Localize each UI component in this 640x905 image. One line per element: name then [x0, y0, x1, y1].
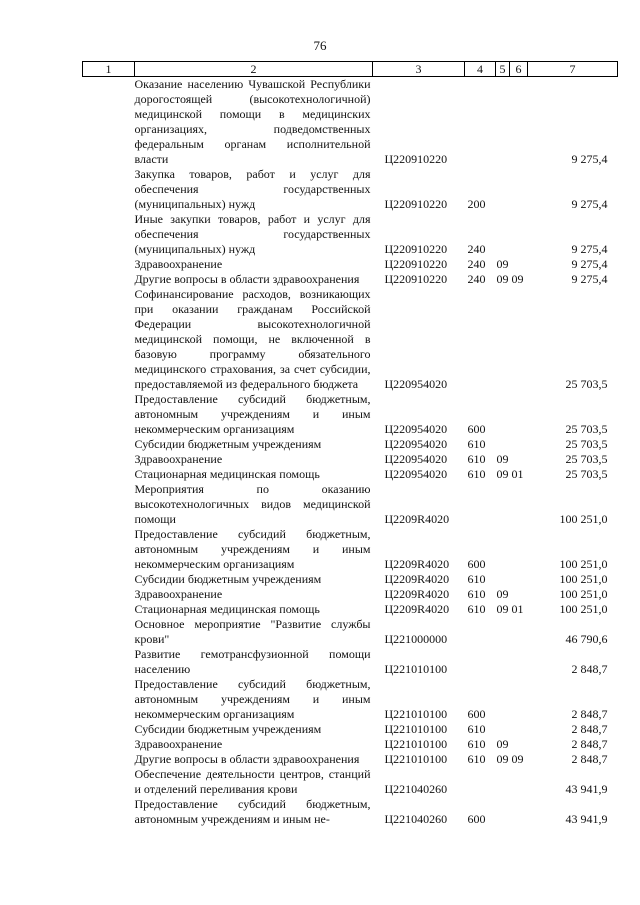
- row-subsection: 01: [511, 467, 524, 481]
- table-row: [83, 737, 618, 752]
- table-row: [83, 722, 618, 737]
- table-row: [83, 572, 618, 587]
- row-name: Здравоохранение: [134, 257, 223, 271]
- row-name: Предоставление субсидий бюджетным, автономным учреждениям и иным некоммерческим организациям: [134, 677, 371, 721]
- row-section: [496, 572, 510, 587]
- row-blank: [83, 527, 135, 572]
- row-subsection: [510, 572, 528, 587]
- row-section: [496, 797, 510, 827]
- table-row: [83, 287, 618, 392]
- row-subsection: [510, 737, 528, 752]
- row-subsection: [510, 392, 528, 437]
- row-target-article: Ц221010100: [384, 707, 448, 721]
- table-row: [83, 752, 618, 767]
- row-expense-type: 610: [467, 437, 486, 451]
- row-expense-type: 610: [467, 467, 486, 481]
- row-section: 09: [496, 737, 509, 751]
- table-row: [83, 677, 618, 722]
- table-row: [83, 212, 618, 257]
- header-col-1: 1: [83, 62, 135, 77]
- row-blank: [83, 482, 135, 527]
- row-name: Субсидии бюджетным учреждениям: [134, 722, 322, 736]
- row-amount: 25 703,5: [565, 377, 608, 391]
- row-expense-type: 240: [467, 272, 486, 286]
- row-target-article: Ц221040260: [384, 782, 448, 796]
- row-amount: 2 848,7: [571, 707, 608, 721]
- page-number: 76: [313, 38, 327, 53]
- row-target-article: Ц220954020: [384, 422, 448, 436]
- row-target-article: Ц2209R4020: [384, 572, 450, 586]
- row-target-article: Ц2209R4020: [384, 557, 450, 571]
- row-blank: [83, 617, 135, 647]
- header-col-4: 4: [465, 62, 496, 77]
- row-blank: [83, 722, 135, 737]
- header-col-7: 7: [528, 62, 618, 77]
- row-amount: 43 941,9: [565, 812, 608, 826]
- row-subsection: [510, 587, 528, 602]
- row-blank: [83, 212, 135, 257]
- table-row: [83, 467, 618, 482]
- table-header: [83, 62, 618, 77]
- row-section: 09: [496, 257, 509, 271]
- row-blank: [83, 737, 135, 752]
- row-subsection: [510, 797, 528, 827]
- row-expense-type: 200: [467, 197, 486, 211]
- row-subsection: [510, 647, 528, 677]
- row-subsection: [510, 722, 528, 737]
- row-subsection: 01: [511, 602, 524, 616]
- row-name: Развитие гемотрансфузионной помощи населению: [134, 647, 371, 676]
- row-subsection: 09: [511, 272, 524, 286]
- row-subsection: [510, 167, 528, 212]
- row-amount: 25 703,5: [565, 437, 608, 451]
- row-blank: [83, 572, 135, 587]
- row-name: Оказание населению Чувашской Республики дорогостоящей (высокотехнологичной) медицинской помощи в медицинских организациях, подведомственных федеральным органам исполнительной власти: [134, 77, 371, 166]
- row-amount: 100 251,0: [559, 557, 608, 571]
- row-section: [496, 167, 510, 212]
- row-target-article: Ц220910220: [384, 257, 448, 271]
- row-name: Субсидии бюджетным учреждениям: [134, 572, 322, 586]
- row-subsection: [510, 767, 528, 797]
- table-row: [83, 587, 618, 602]
- row-amount: 2 848,7: [571, 722, 608, 736]
- row-section: [496, 527, 510, 572]
- row-expense-type: [465, 482, 496, 527]
- row-target-article: Ц2209R4020: [384, 512, 450, 526]
- row-amount: 2 848,7: [571, 752, 608, 766]
- row-expense-type: [465, 647, 496, 677]
- row-name: Обеспечение деятельности центров, станций и отделений переливания крови: [134, 767, 371, 796]
- row-target-article: Ц220954020: [384, 467, 448, 481]
- row-subsection: [510, 527, 528, 572]
- row-section: 09: [496, 452, 509, 466]
- row-expense-type: 240: [467, 242, 486, 256]
- row-blank: [83, 77, 135, 168]
- table-row: [83, 647, 618, 677]
- row-blank: [83, 602, 135, 617]
- row-target-article: Ц221010100: [384, 662, 448, 676]
- row-subsection: [510, 287, 528, 392]
- row-amount: 2 848,7: [571, 662, 608, 676]
- table-row: [83, 77, 618, 168]
- row-section: [496, 617, 510, 647]
- row-amount: 25 703,5: [565, 452, 608, 466]
- row-blank: [83, 467, 135, 482]
- row-expense-type: 600: [467, 812, 486, 826]
- table-body: [83, 77, 618, 828]
- row-section: 09: [496, 272, 509, 286]
- table-row: [83, 437, 618, 452]
- row-blank: [83, 767, 135, 797]
- row-expense-type: 600: [467, 707, 486, 721]
- table-row: [83, 797, 618, 827]
- row-blank: [83, 167, 135, 212]
- header-col-6: 6: [510, 62, 528, 77]
- row-expense-type: 610: [467, 737, 486, 751]
- row-blank: [83, 392, 135, 437]
- row-amount: 9 275,4: [571, 197, 608, 211]
- row-name: Мероприятия по оказанию высокотехнологичных видов медицинской помощи: [134, 482, 371, 526]
- row-amount: 100 251,0: [559, 572, 608, 586]
- header-row: [83, 62, 618, 77]
- row-target-article: Ц2209R4020: [384, 587, 450, 601]
- row-subsection: [510, 677, 528, 722]
- row-amount: 2 848,7: [571, 737, 608, 751]
- row-target-article: Ц220910220: [384, 242, 448, 256]
- table-row: [83, 257, 618, 272]
- table-row: [83, 602, 618, 617]
- row-expense-type: [465, 617, 496, 647]
- row-name: Другие вопросы в области здравоохранения: [134, 272, 360, 286]
- row-expense-type: 610: [467, 452, 486, 466]
- table-row: [83, 527, 618, 572]
- row-name: Здравоохранение: [134, 587, 223, 601]
- header-col-5: 5: [496, 62, 510, 77]
- row-name: Стационарная медицинская помощь: [134, 467, 320, 481]
- row-target-article: Ц221040260: [384, 812, 448, 826]
- row-name: Иные закупки товаров, работ и услуг для обеспечения государственных (муниципальных) нужд: [134, 212, 371, 256]
- row-subsection: [510, 257, 528, 272]
- row-section: [496, 287, 510, 392]
- row-expense-type: 610: [467, 602, 486, 616]
- header-col-3: 3: [373, 62, 465, 77]
- row-section: [496, 437, 510, 452]
- row-amount: 43 941,9: [565, 782, 608, 796]
- row-expense-type: [465, 77, 496, 168]
- row-amount: 25 703,5: [565, 467, 608, 481]
- row-target-article: Ц221000000: [384, 632, 448, 646]
- row-subsection: 09: [511, 752, 524, 766]
- row-expense-type: 610: [467, 722, 486, 736]
- budget-table: [82, 61, 618, 827]
- row-amount: 46 790,6: [565, 632, 608, 646]
- row-name: Софинансирование расходов, возникающих при оказании гражданам Российской Федерации высокотехнологичной медицинской помощи, не включенной в базовую программу обязательного медицинского страхования, за счет субсидии, предоставляемой из федерального бюджета: [134, 287, 371, 391]
- row-blank: [83, 647, 135, 677]
- row-expense-type: 600: [467, 422, 486, 436]
- row-section: 09: [496, 467, 509, 481]
- row-blank: [83, 272, 135, 287]
- row-section: 09: [496, 752, 509, 766]
- row-target-article: Ц220954020: [384, 452, 448, 466]
- row-expense-type: 240: [467, 257, 486, 271]
- row-section: 09: [496, 602, 509, 616]
- row-amount: 100 251,0: [559, 512, 608, 526]
- row-amount: 9 275,4: [571, 152, 608, 166]
- row-subsection: [510, 212, 528, 257]
- header-col-2: 2: [135, 62, 373, 77]
- row-target-article: Ц2209R4020: [384, 602, 450, 616]
- table-row: [83, 392, 618, 437]
- row-section: [496, 722, 510, 737]
- row-target-article: Ц220954020: [384, 377, 448, 391]
- row-subsection: [510, 452, 528, 467]
- row-blank: [83, 797, 135, 827]
- row-amount: 100 251,0: [559, 602, 608, 616]
- row-name: Субсидии бюджетным учреждениям: [134, 437, 322, 451]
- row-blank: [83, 452, 135, 467]
- row-amount: 25 703,5: [565, 422, 608, 436]
- row-name: Стационарная медицинская помощь: [134, 602, 320, 616]
- row-section: [496, 392, 510, 437]
- row-blank: [83, 677, 135, 722]
- row-name: Основное мероприятие "Развитие службы крови": [134, 617, 371, 646]
- row-name: Другие вопросы в области здравоохранения: [134, 752, 360, 766]
- row-name: Закупка товаров, работ и услуг для обеспечения государственных (муниципальных) нужд: [134, 167, 371, 211]
- row-name: Предоставление субсидий бюджетным, автономным учреждениям и иным некоммерческим организациям: [134, 392, 371, 436]
- row-section: [496, 482, 510, 527]
- table-row: [83, 617, 618, 647]
- row-blank: [83, 257, 135, 272]
- row-target-article: Ц220910220: [384, 197, 448, 211]
- row-name: Здравоохранение: [134, 737, 223, 751]
- row-expense-type: [465, 287, 496, 392]
- row-target-article: Ц221010100: [384, 752, 448, 766]
- row-subsection: [510, 617, 528, 647]
- row-target-article: Ц220954020: [384, 437, 448, 451]
- row-section: [496, 212, 510, 257]
- row-blank: [83, 587, 135, 602]
- row-section: 09: [496, 587, 509, 601]
- row-target-article: Ц220910220: [384, 272, 448, 286]
- row-target-article: Ц221010100: [384, 722, 448, 736]
- table-row: [83, 272, 618, 287]
- row-subsection: [510, 77, 528, 168]
- row-expense-type: 610: [467, 572, 486, 586]
- row-blank: [83, 752, 135, 767]
- row-expense-type: 610: [467, 752, 486, 766]
- table-row: [83, 452, 618, 467]
- row-blank: [83, 437, 135, 452]
- row-target-article: Ц220910220: [384, 152, 448, 166]
- row-name: Здравоохранение: [134, 452, 223, 466]
- row-section: [496, 77, 510, 168]
- row-blank: [83, 287, 135, 392]
- row-name: Предоставление субсидий бюджетным, автономным учреждениям и иным не-: [134, 797, 371, 826]
- row-amount: 9 275,4: [571, 257, 608, 271]
- row-target-article: Ц221010100: [384, 737, 448, 751]
- row-expense-type: 600: [467, 557, 486, 571]
- row-subsection: [510, 482, 528, 527]
- row-section: [496, 767, 510, 797]
- row-amount: 9 275,4: [571, 272, 608, 286]
- row-expense-type: [465, 767, 496, 797]
- row-subsection: [510, 437, 528, 452]
- row-section: [496, 677, 510, 722]
- table-row: [83, 482, 618, 527]
- row-amount: 100 251,0: [559, 587, 608, 601]
- table-row: [83, 767, 618, 797]
- row-section: [496, 647, 510, 677]
- row-expense-type: 610: [467, 587, 486, 601]
- row-name: Предоставление субсидий бюджетным, автономным учреждениям и иным некоммерческим организациям: [134, 527, 371, 571]
- table-row: [83, 167, 618, 212]
- row-amount: 9 275,4: [571, 242, 608, 256]
